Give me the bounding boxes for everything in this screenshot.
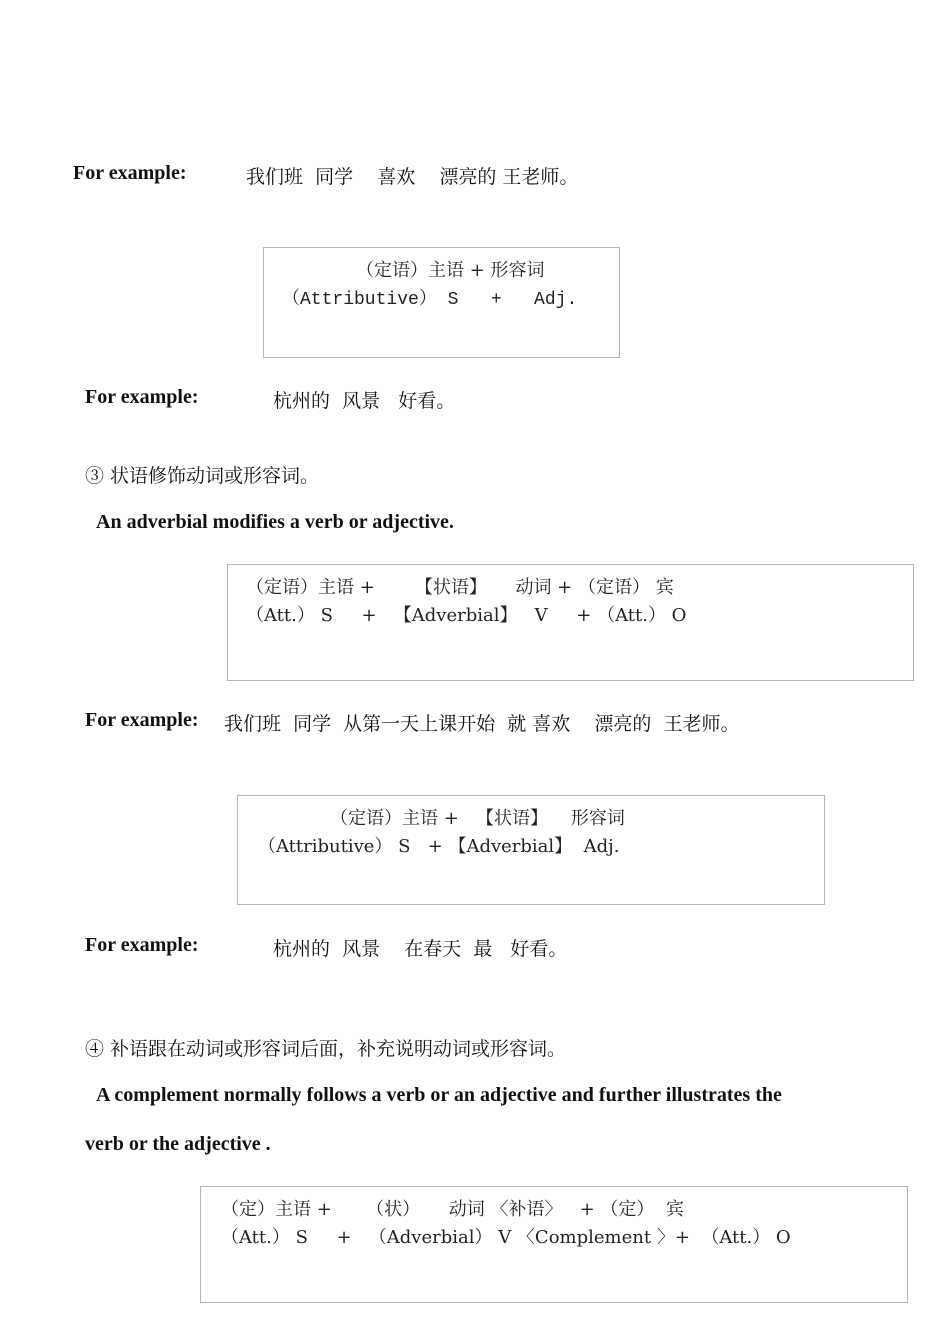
grammar-box-2-line-1: （定语）主语 + 【状语】 动词 + （定语） 宾	[246, 577, 674, 598]
section-3-heading: ③ 状语修饰动词或形容词。	[85, 465, 320, 487]
section-4-english-line-1: A complement normally follows a verb or an adjective and further illustrates the	[96, 1084, 782, 1106]
example-text-1: 我们班 同学 喜欢 漂亮的 王老师。	[246, 166, 579, 188]
grammar-box-4	[200, 1186, 908, 1303]
grammar-box-1	[263, 247, 620, 358]
grammar-box-2	[227, 564, 914, 681]
grammar-box-4-line-2: （Att.） S + （Adverbial） V 〈Complement 〉+ （Att.） O	[221, 1227, 791, 1248]
example-label-2: For example:	[85, 386, 199, 408]
grammar-box-4-line-1: （定）主语 + （状） 动词 〈补语〉 + （定） 宾	[221, 1199, 684, 1220]
example-text-2: 杭州的 风景 好看。	[273, 390, 456, 412]
example-label-3: For example:	[85, 709, 199, 731]
grammar-box-1-line-1: （定语）主语 + 形容词	[356, 260, 545, 281]
grammar-box-1-line-2: （Attributive） S + Adj.	[282, 290, 578, 310]
section-4-english-line-2: verb or the adjective .	[85, 1133, 271, 1155]
example-label-4: For example:	[85, 934, 199, 956]
example-text-3: 我们班 同学 从第一天上课开始 就 喜欢 漂亮的 王老师。	[224, 713, 740, 735]
grammar-box-3-line-1: （定语）主语 + 【状语】 形容词	[330, 808, 625, 829]
grammar-box-3-line-2: （Attributive） S + 【Adverbial】 Adj.	[258, 836, 620, 857]
section-3-english: An adverbial modifies a verb or adjective.	[96, 511, 454, 533]
grammar-box-2-line-2: （Att.） S + 【Adverbial】 V + （Att.） O	[246, 605, 687, 626]
example-label-1: For example:	[73, 162, 187, 184]
section-4-heading: ④ 补语跟在动词或形容词后面，补充说明动词或形容词。	[85, 1038, 567, 1060]
example-text-4: 杭州的 风景 在春天 最 好看。	[273, 938, 568, 960]
grammar-box-3	[237, 795, 825, 905]
